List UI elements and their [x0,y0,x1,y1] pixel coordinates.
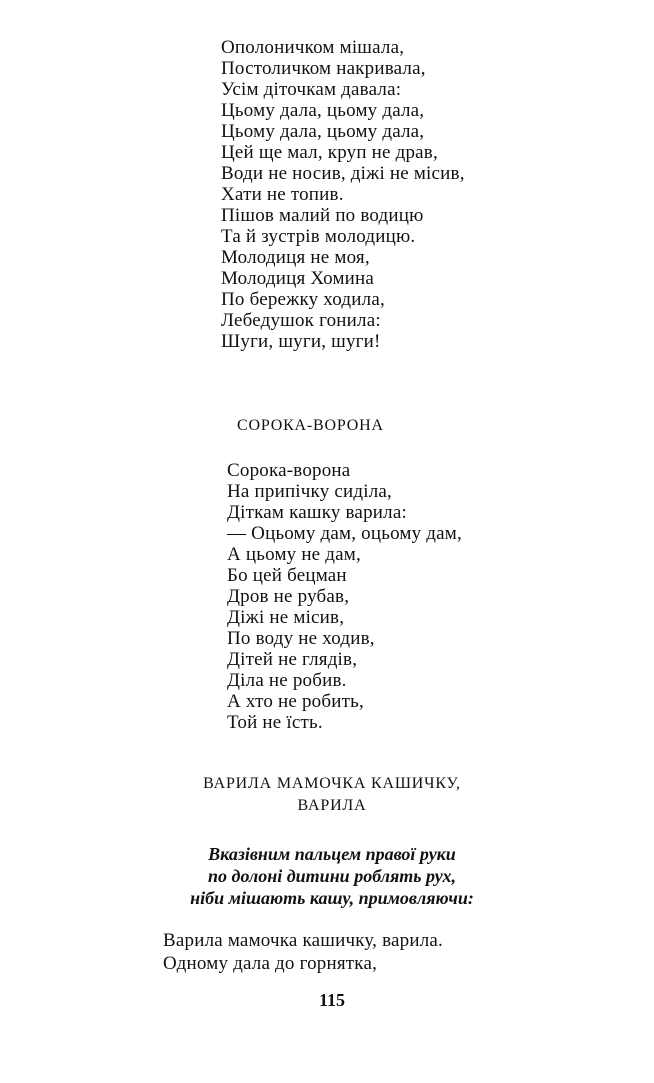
poem-line: Та й зустрів молодицю. [221,226,416,247]
poem-soroka-vorona [227,460,462,733]
poem-line: По бережку ходила, [221,289,385,310]
instruction-line: ніби мішають кашу, примовляючи: [190,888,474,908]
poem-line: Шуги, шуги, шуги! [221,331,381,352]
poem-line: Пішов малий по водицю [221,205,424,226]
poem-line: Цьому дала, цьому дала, [221,100,425,121]
instruction-line: Вказівним пальцем правої руки [208,844,456,864]
page-number: 115 [318,990,345,1010]
poem-line: Лебедушок гонила: [221,310,381,331]
section-title-varyla-line2: ВАРИЛА [297,797,367,814]
poem-line: Той не їсть. [227,712,323,733]
poem-line: Сорока-ворона [227,460,351,481]
poem-line: Варила мамочка кашичку, варила. [163,930,443,951]
poem-line: Цей ще мал, круп не драв, [221,142,438,163]
poem-line: А хто не робить, [227,691,364,712]
instructions-text [0,843,654,909]
poem-line: Хати не топив. [221,184,344,205]
poem-line: Діла не робив. [227,670,347,691]
poem-line: Діткам кашку варила: [227,502,407,523]
poem-line: Діжі не місив, [227,607,345,628]
poem-varyla-mamochka [163,929,443,975]
section-title-soroka-vorona: СОРОКА-ВОРОНА [237,417,384,434]
poem-line: По воду не ходив, [227,628,375,649]
poem-line: Цьому дала, цьому дала, [221,121,425,142]
poem-line: На припічку сиділа, [227,481,392,502]
poem-line: Бо цей бецман [227,565,347,586]
poem-line: Молодиця не моя, [221,247,370,268]
poem-line: Ополоничком мішала, [221,37,405,58]
poem-line: Одному дала до горнятка, [163,953,378,974]
poem-line: Молодиця Хомина [221,268,375,289]
poem-line: Дров не рубав, [227,586,350,607]
poem-line: Води не носив, діжі не місив, [221,163,465,184]
instruction-line: по долоні дитини роблять рух, [208,866,456,886]
poem-line: — Оцьому дам, оцьому дам, [227,523,462,544]
poem-line: А цьому не дам, [227,544,361,565]
poem-line: Постоличком накривала, [221,58,426,79]
poem-line: Усім діточкам давала: [221,79,402,100]
poem-continuation [221,37,465,352]
section-title-varyla-line1: ВАРИЛА МАМОЧКА КАШИЧКУ, [203,775,461,792]
poem-line: Дітей не глядів, [227,649,358,670]
